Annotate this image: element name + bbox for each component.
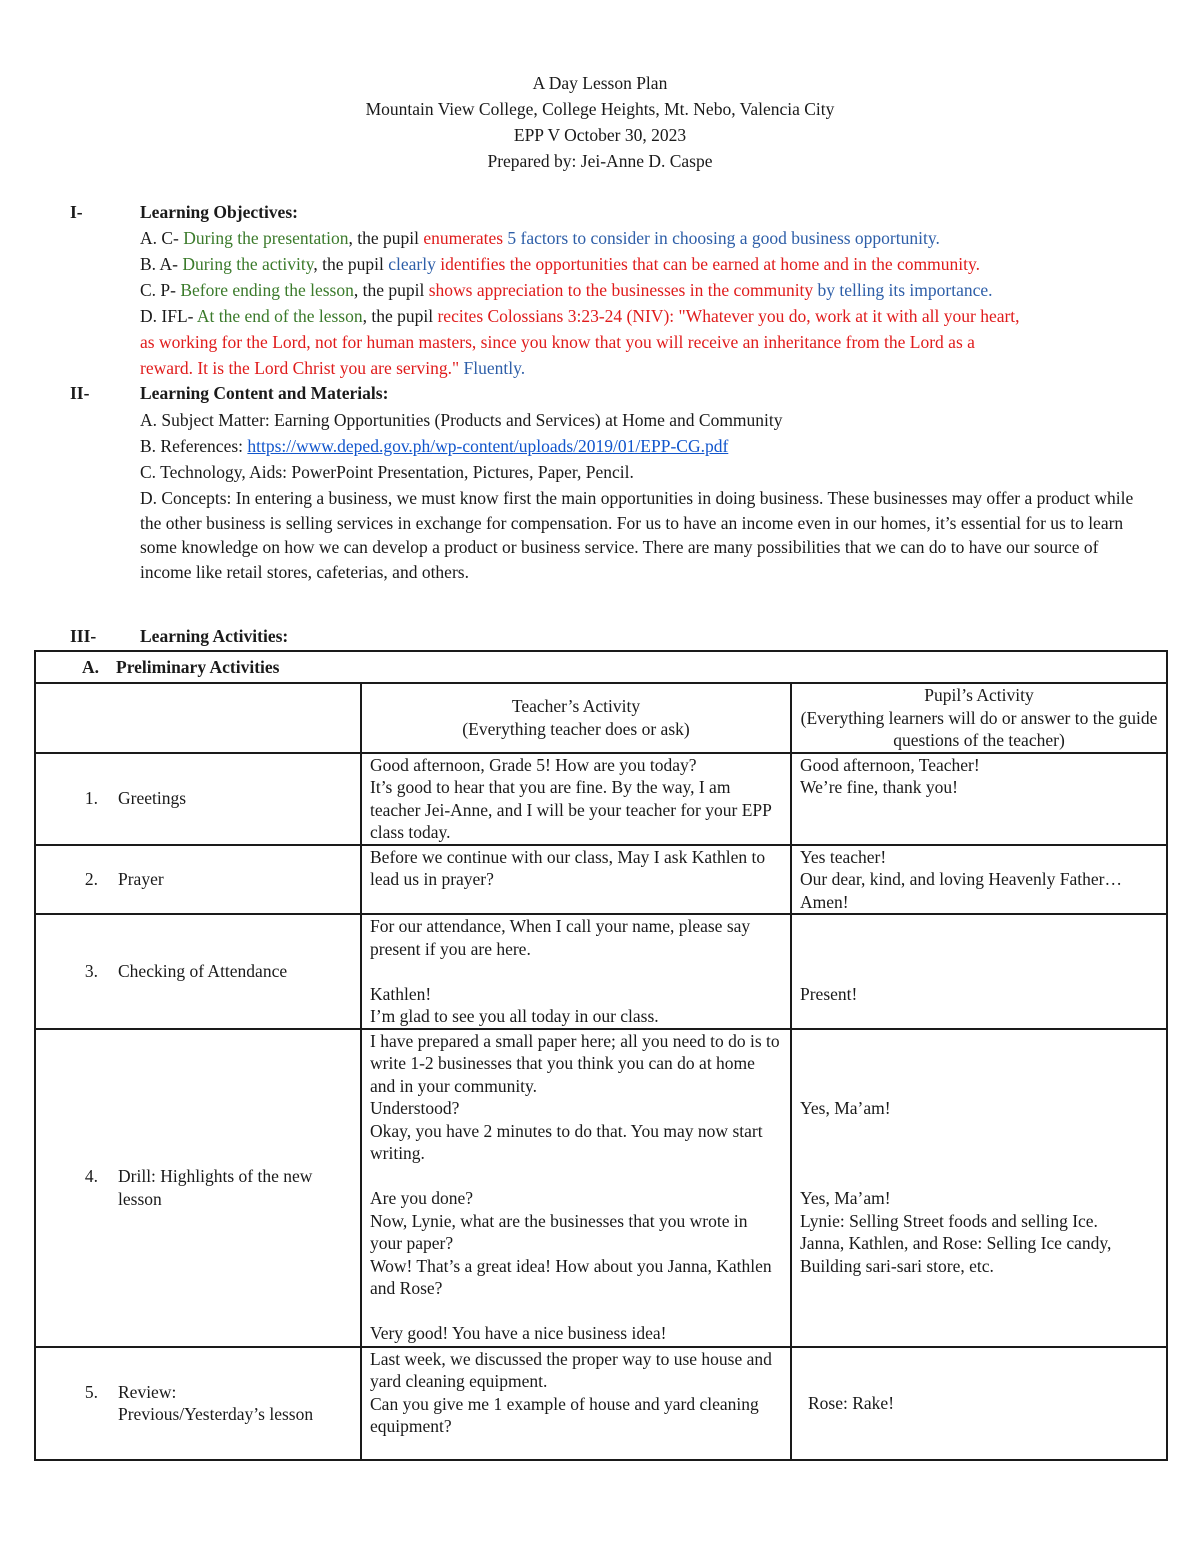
- teacher-header-title: Teacher’s Activity: [511, 696, 641, 717]
- column-header-row: [35, 683, 1167, 753]
- activity-name-cell: [35, 1347, 361, 1460]
- objective-d-mid: , the pupil: [362, 306, 438, 326]
- pupil-header-title: Pupil’s Activity: [924, 685, 1034, 705]
- spacer: [370, 1300, 782, 1323]
- activity-name-cell: [35, 1029, 361, 1347]
- pupil-line: Good afternoon, Teacher!: [800, 754, 980, 775]
- teacher-line: Before we continue with our class, May I ask Kathlen to lead us in prayer?: [370, 846, 766, 889]
- section-title: Learning Objectives:: [140, 202, 298, 222]
- section-content-heading: [70, 381, 388, 405]
- spacer: [800, 1165, 1158, 1188]
- pupil-line: Rose: Rake!: [808, 1392, 895, 1413]
- blank-header-cell: [35, 683, 361, 753]
- objective-d-fluently: Fluently.: [459, 358, 526, 378]
- spacer: [800, 1120, 1158, 1143]
- objective-b-mid: , the pupil: [313, 254, 389, 274]
- pupil-line: Our dear, kind, and loving Heavenly Father… Amen!: [800, 869, 1122, 912]
- activity-title-line: Review:: [118, 1381, 177, 1402]
- objective-a-when: During the presentation: [183, 228, 349, 248]
- teacher-activity-cell: [361, 914, 791, 1029]
- preliminary-header: [35, 651, 1167, 683]
- objective-c: [140, 277, 1140, 303]
- pupil-line: Present!: [800, 983, 858, 1004]
- activity-name-cell: [35, 753, 361, 845]
- technology-aids: C. Technology, Aids: PowerPoint Presentation, Pictures, Paper, Pencil.: [140, 462, 634, 482]
- teacher-line: Okay, you have 2 minutes to do that. You may now start writing.: [370, 1120, 763, 1163]
- teacher-line: Good afternoon, Grade 5! How are you today?: [370, 754, 697, 775]
- teacher-line: It’s good to hear that you are fine. By the way, I am teacher Jei-Anne, and I will be your teacher for your EPP class today.: [370, 777, 772, 842]
- references: [140, 433, 1140, 459]
- activity-number: 1.: [84, 788, 98, 809]
- activity-name-cell: [35, 845, 361, 915]
- section-number: II-: [70, 383, 90, 403]
- table-row: [35, 1029, 1167, 1347]
- spacer: [800, 1030, 1158, 1053]
- pupil-column-header: [791, 683, 1167, 753]
- references-link[interactable]: https://www.deped.gov.ph/wp-content/uploads/2019/01/EPP-CG.pdf: [247, 436, 729, 456]
- activity-title: Checking of Attendance: [118, 961, 288, 981]
- prepared-by-line: Prepared by: Jei-Anne D. Caspe: [487, 151, 713, 171]
- preliminary-label: A.: [82, 656, 100, 677]
- pupil-line: Yes, Ma’am!: [800, 1188, 891, 1208]
- doc-title: A Day Lesson Plan: [532, 73, 668, 93]
- activity-title-line: Previous/Yesterday’s lesson: [118, 1404, 314, 1424]
- references-label: B. References:: [140, 436, 248, 456]
- section-activities-heading: [70, 624, 288, 648]
- pupil-line: Lynie: Selling Street foods and selling Ice.: [800, 1210, 1098, 1231]
- objective-a-verb: enumerates: [423, 228, 504, 248]
- table-row: [35, 753, 1167, 845]
- teacher-line: Very good! You have a nice business idea!: [370, 1323, 667, 1343]
- objective-d-prefix: D. IFL-: [140, 306, 197, 326]
- pupil-activity-cell: [791, 753, 1167, 845]
- document-header: [0, 70, 1200, 174]
- section-title: Learning Activities:: [140, 626, 289, 646]
- teacher-line: Last week, we discussed the proper way to use house and yard cleaning equipment.: [370, 1348, 772, 1391]
- objective-c-verb: shows appreciation to the businesses in the community: [428, 280, 814, 300]
- activity-name-cell: [35, 914, 361, 1029]
- subject-date-line: EPP V October 30, 2023: [513, 125, 687, 145]
- objective-d-line3: [140, 355, 1140, 381]
- subject-matter: A. Subject Matter: Earning Opportunities (Products and Services) at Home and Community: [140, 410, 783, 430]
- activity-number: 4.: [84, 1166, 98, 1186]
- objective-c-when: Before ending the lesson: [180, 280, 354, 300]
- objective-c-mid: , the pupil: [353, 280, 429, 300]
- teacher-activity-cell: [361, 845, 791, 915]
- pupil-line: Janna, Kathlen, and Rose: Selling Ice candy, Building sari-sari store, etc.: [800, 1233, 1112, 1276]
- pupil-activity-cell: [791, 1029, 1167, 1347]
- pupil-activity-cell: [791, 845, 1167, 915]
- objective-d-verse-1: recites Colossians 3:23-24 (NIV): "Whatever you do, work at it with all your heart,: [437, 306, 1020, 326]
- spacer: [800, 1075, 1158, 1098]
- spacer: [800, 960, 1158, 983]
- spacer: [800, 1052, 1158, 1075]
- teacher-activity-cell: [361, 753, 791, 845]
- pupil-header-subtitle: (Everything learners will do or answer to the guide questions of the teacher): [800, 707, 1158, 750]
- pupil-line: Yes, Ma’am!: [800, 1098, 891, 1118]
- objective-b: [140, 251, 1140, 277]
- section-objectives-heading: [70, 200, 298, 224]
- activity-title: [118, 1381, 343, 1426]
- objective-b-when: During the activity: [182, 254, 314, 274]
- school-line: Mountain View College, College Heights, Mt. Nebo, Valencia City: [365, 99, 835, 119]
- teacher-header-subtitle: (Everything teacher does or ask): [462, 718, 690, 739]
- teacher-activity-cell: [361, 1029, 791, 1347]
- objective-d-line2: [140, 329, 1140, 355]
- teacher-activity-cell: [361, 1347, 791, 1460]
- table-row: [35, 914, 1167, 1029]
- spacer: [370, 1165, 782, 1188]
- spacer: [800, 938, 1158, 961]
- section-number: III-: [70, 626, 97, 646]
- activity-number: 3.: [84, 961, 98, 981]
- activity-title: Greetings: [118, 788, 187, 809]
- table-row: [35, 1347, 1167, 1460]
- table-row: [35, 845, 1167, 915]
- teacher-line: Wow! That’s a great idea! How about you Janna, Kathlen and Rose?: [370, 1255, 772, 1298]
- objective-b-rest: identifies the opportunities that can be earned at home and in the community.: [435, 254, 980, 274]
- teacher-line: Kathlen!: [370, 983, 432, 1004]
- preliminary-title: Preliminary Activities: [116, 656, 280, 677]
- objective-d-verse-3: reward. It is the Lord Christ you are serving.": [140, 358, 460, 378]
- teacher-line: Are you done?: [370, 1188, 474, 1208]
- objective-a-rest: 5 factors to consider in choosing a good business opportunity.: [503, 228, 940, 248]
- activities-table: [34, 650, 1168, 1461]
- objective-d-verse-2: as working for the Lord, not for human masters, since you know that you will receive an inheritance from the Lord as a: [140, 332, 975, 352]
- pupil-activity-cell: [791, 914, 1167, 1029]
- teacher-line: For our attendance, When I call your name, please say present if you are here.: [370, 916, 751, 959]
- section-number: I-: [70, 202, 83, 222]
- pupil-line: We’re fine, thank you!: [800, 777, 958, 797]
- teacher-line: Now, Lynie, what are the businesses that you wrote in your paper?: [370, 1210, 748, 1253]
- pupil-line: Yes teacher!: [800, 846, 887, 867]
- objective-c-rest: by telling its importance.: [813, 280, 993, 300]
- objective-a-mid: , the pupil: [348, 228, 424, 248]
- preliminary-header-row: [35, 651, 1167, 683]
- objective-b-prefix: B. A-: [140, 254, 183, 274]
- spacer: [800, 915, 1158, 938]
- teacher-line: I have prepared a small paper here; all you need to do is to write 1-2 businesses that you think you can do at home and in your community.: [370, 1030, 780, 1096]
- objective-c-prefix: C. P-: [140, 280, 181, 300]
- objective-a: [140, 225, 1140, 251]
- objective-b-how: clearly: [388, 254, 436, 274]
- teacher-line: Understood?: [370, 1098, 460, 1118]
- spacer: [800, 1142, 1158, 1165]
- section-title: Learning Content and Materials:: [140, 383, 389, 403]
- activity-number: 2.: [84, 869, 98, 889]
- teacher-line: I’m glad to see you all today in our class.: [370, 1006, 659, 1026]
- teacher-line: Can you give me 1 example of house and yard cleaning equipment?: [370, 1393, 759, 1436]
- activity-title: Prayer: [118, 869, 164, 889]
- activity-number: 5.: [84, 1381, 98, 1402]
- objective-a-prefix: A. C-: [140, 228, 184, 248]
- activity-title: Drill: Highlights of the new lesson: [118, 1166, 313, 1209]
- spacer: [370, 960, 782, 983]
- concepts-paragraph: D. Concepts: In entering a business, we must know first the main opportunities in doing business. These businesses may offer a product while the other business is selling services in exchange for compensation. For us to have an income even in our homes, it’s essential for us to learn some knowledge on how we can develop a product or business service. There are many possibilities that we can do to have our source of income like retail stores, cafeterias, and others.: [140, 488, 1134, 582]
- pupil-activity-cell: [791, 1347, 1167, 1460]
- teacher-column-header: [361, 683, 791, 753]
- objective-d-when: At the end of the lesson: [196, 306, 363, 326]
- objective-d: [140, 303, 1140, 329]
